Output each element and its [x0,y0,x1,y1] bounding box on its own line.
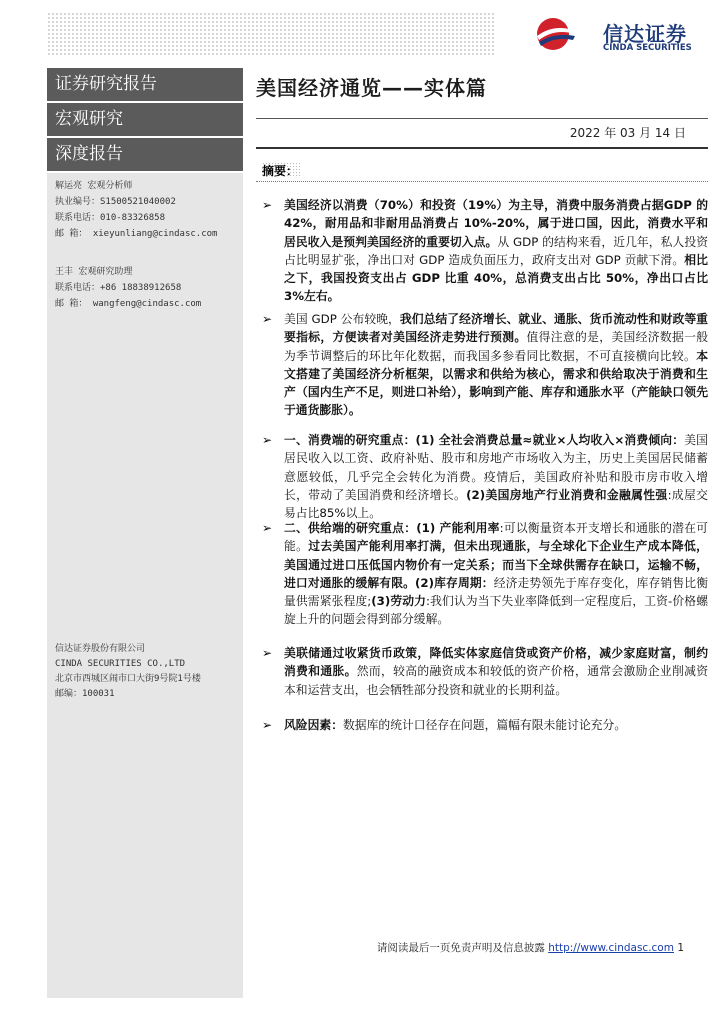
bold-text-segment: 我们总结了经济增长、就业、通胀、货币流动性和财政等重要指标，方便读者对美国经济走势进行预测。 [284,312,708,345]
disclaimer-text: 请阅读最后一页免责声明及信息披露 [376,942,549,954]
arrow-bullet-icon: ➢ [262,433,273,447]
arrow-bullet-icon: ➢ [262,312,273,326]
bullet-text [284,310,708,420]
analyst-2-line: 王丰 宏观研究助理 [55,267,133,277]
text-segment: :成屋交易占比85%以上。 [284,487,708,521]
text-segment: 从 GDP 的结构来看，近几年，私人投资占比明显扩张，净出口对 GDP 造成负面压力，政府支出对 GDP 贡献下滑。 [284,234,708,267]
abstract-bullet [262,519,708,629]
company-line: 信达证券股份有限公司 [55,644,146,654]
bullet-text [284,716,708,734]
bold-text-segment: (3)劳动力 [371,594,427,609]
title-divider [256,118,708,119]
bullet-text [284,519,708,629]
analyst-1-line: 邮 箱： xieyunliang@cindasc.com [55,229,218,239]
bold-text-segment: 风险因素： [284,718,343,732]
company-line: CINDA SECURITIES CO.,LTD [55,659,186,669]
bullet-text [284,196,708,306]
company-line: 北京市西城区闹市口大街9号院1号楼 [55,674,201,684]
sidebar-report-kind: 深度报告 [47,138,243,171]
company-info [55,642,201,702]
sidebar-report-type: 证券研究报告 [47,68,243,101]
abstract-bullet [262,716,708,734]
analyst-info-2 [55,264,201,312]
abstract-bullet [262,310,708,420]
bold-text-segment: 相比之下，我国投资支出占 GDP 比重 40%，总消费支出占比 50%，净出口占比 3%左右。 [284,252,708,304]
arrow-bullet-icon: ➢ [262,718,273,732]
sidebar [47,68,243,998]
arrow-bullet-icon: ➢ [262,521,273,535]
abstract-bullet [262,644,708,699]
report-date: 2022 年 03 月 14 日 [569,126,686,140]
bold-text-segment: 本文搭建了美国经济分析框架，以需求和供给为核心，需求和供给取决于消费和生产（国内生产不足，则进口补给），影响到产能、库存和通胀水平（产能缺口领先于通货膨胀）。 [284,348,708,418]
analyst-1-line: 解运亮 宏观分析师 [55,181,133,191]
text-segment: 然而，较高的融资成本和较低的资产价格，通常会激励企业削减资本和运营支出，也会牺牲部分投资和就业的长期利益。 [284,664,708,697]
abstract-bullet [262,431,708,522]
report-title: 美国经济通览——实体篇 [256,76,487,100]
header-pattern-banner [47,12,496,56]
website-link[interactable]: http://www.cindasc.com [548,942,674,954]
bold-text-segment: 美联储通过收紧货币政策，降低实体家庭信贷或资产价格，减少家庭财富，制约消费和通胀。 [284,646,708,679]
analyst-info-1 [55,178,217,242]
text-segment: 美国 GDP 公布较晚， [284,312,400,326]
arrow-bullet-icon: ➢ [262,198,273,212]
analyst-1-line: 联系电话：010-83326858 [55,213,166,223]
bold-text-segment: (2)美国房地产行业消费和金融属性强 [466,487,668,502]
page-number: 1 [677,942,684,954]
cinda-logo-icon [533,16,577,52]
sidebar-category: 宏观研究 [47,103,243,136]
company-logo [533,16,713,56]
logo-chinese-name: 信达证券 [603,22,687,46]
bullet-text [284,644,708,699]
text-segment: :可以衡量资本开支增长和通胀的潜在可能。 [284,521,708,554]
text-segment: 数据库的统计口径存在问题，篇幅有限未能讨论充分。 [343,718,627,732]
analyst-1-line: 执业编号：S1500521040002 [55,197,176,207]
text-segment: 美国居民收入以工资、政府补贴、股市和房地产市场收入为主，历史上美国居民储蓄意愿较低，几乎完全会转化为消费。疫情后，美国政府补贴和股市房市收入增长，带动了美国消费和经济增长。 [284,433,708,502]
abstract-label: 摘要： [262,164,299,178]
analyst-2-line: 联系电话：+86 18838912658 [55,283,182,293]
bold-text-segment: 美国经济以消费（70%）和投资（19%）为主导，消费中服务消费占据GDP 的 42%，耐用品和非耐用品消费占 10%-20%，属于进口国，因此，消费水平和居民收入是预判美国经济的重要切入点。 [284,198,708,249]
page-footer [377,940,684,955]
logo-english-name: CINDA SECURITIES [603,43,692,53]
bold-text-segment: 一、消费端的研究重点：(1) 全社会消费总量≈就业×人均收入×消费倾向： [284,433,685,447]
text-segment: 值得注意的是，美国经济数据一般为季节调整后的环比年化数据，而我国多参看同比数据，不可直接横向比较。 [284,330,708,363]
arrow-bullet-icon: ➢ [262,646,273,660]
text-segment: 经济走势领先于库存变化，库存销售比衡量供需紧张程度; [284,575,708,609]
abstract-bullet [262,196,708,306]
date-divider [256,147,708,149]
abstract-divider [256,181,708,182]
company-line: 邮编：100031 [55,689,115,699]
bold-text-segment: 过去美国产能利用率打满，但未出现通胀，与全球化下企业生产成本降低，美国通过进口压低国内物价有一定关系；而当下全球供需存在缺口，运输不畅，进口对通胀的缓解有限。(2)库存周期： [284,539,708,590]
analyst-2-line: 邮 箱： wangfeng@cindasc.com [55,299,202,309]
text-segment: :我们认为当下失业率降低到一定程度后，工资-价格螺旋上升的问题会得到部分缓解。 [284,594,708,627]
bold-text-segment: 二、供给端的研究重点：(1) 产能利用率 [284,521,500,535]
bullet-text [284,431,708,522]
